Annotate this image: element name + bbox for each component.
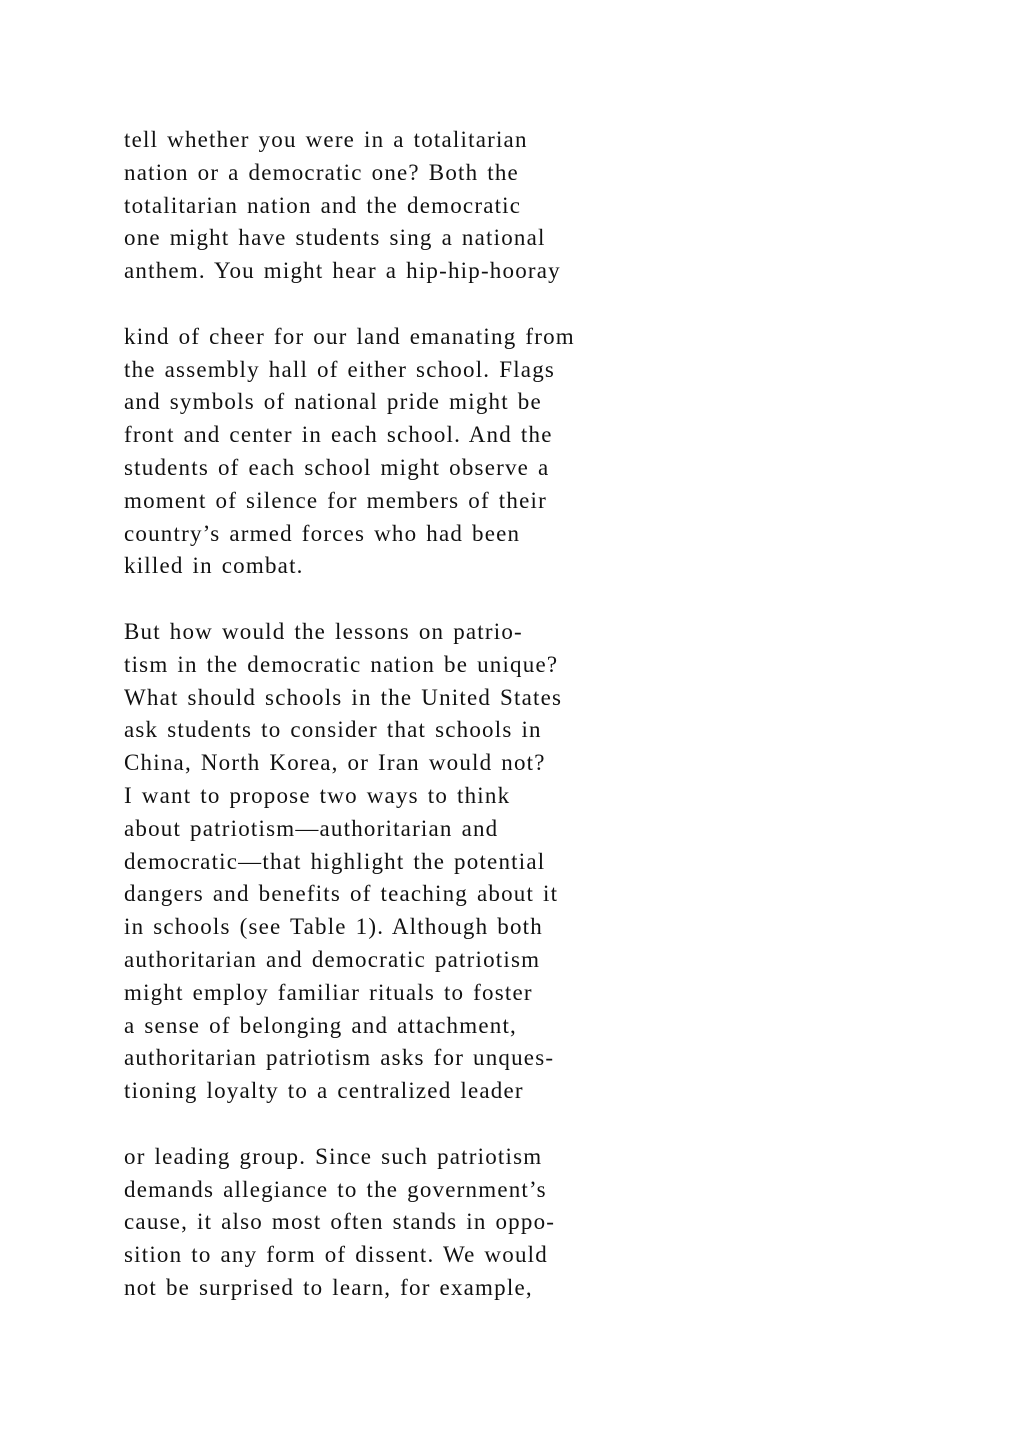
text-line: China, North Korea, or Iran would not? [124,750,546,776]
paragraph-2 [124,321,684,583]
text-line: authoritarian and democratic patriotism [124,946,541,972]
text-line: not be surprised to learn, for example, [124,1274,533,1300]
text-line: totalitarian nation and the democratic [124,192,522,218]
text-line: tell whether you were in a totalitarian [124,127,528,152]
text-line: tism in the democratic nation be unique? [124,651,559,677]
text-line: I want to propose two ways to think [124,782,511,808]
text-line: students of each school might observe a [124,454,550,480]
paragraph-4 [124,1141,684,1305]
text-line: might employ familiar rituals to foster [124,979,533,1005]
text-line: But how would the lessons on patrio- [124,618,523,644]
text-line: and symbols of national pride might be [124,389,542,415]
text-line: demands allegiance to the government’s [124,1176,547,1202]
paragraph-break [124,1108,684,1141]
text-line: kind of cheer for our land emanating from [124,323,575,349]
paragraph-3 [124,616,684,1108]
text-line: sition to any form of dissent. We would [124,1242,548,1268]
text-line: one might have students sing a national [124,225,546,251]
text-line: democratic—that highlight the potential [124,848,546,874]
text-line: about patriotism—authoritarian and [124,815,499,841]
text-line: front and center in each school. And the [124,422,553,448]
text-line: the assembly hall of either school. Flags [124,356,556,382]
text-line: ask students to consider that schools in [124,717,542,743]
text-line: dangers and benefits of teaching about it [124,881,559,907]
text-line: authoritarian patriotism asks for unques- [124,1045,555,1071]
paragraph-1 [124,124,684,288]
text-line: or leading group. Since such patriotism [124,1143,543,1169]
text-line: cause, it also most often stands in oppo- [124,1209,556,1235]
paragraph-break [124,288,684,321]
text-line: nation or a democratic one? Both the [124,159,519,185]
text-line: country’s armed forces who had been [124,520,521,546]
text-line: What should schools in the United States [124,684,563,710]
text-line: killed in combat. [124,553,304,579]
paragraph-break [124,583,684,616]
body-text-column [124,124,684,1305]
text-line: tioning loyalty to a centralized leader [124,1078,524,1104]
text-line: in schools (see Table 1). Although both [124,914,543,940]
text-line: anthem. You might hear a hip-hip-hooray [124,258,561,284]
text-line: a sense of belonging and attachment, [124,1012,517,1038]
text-line: moment of silence for members of their [124,487,547,513]
